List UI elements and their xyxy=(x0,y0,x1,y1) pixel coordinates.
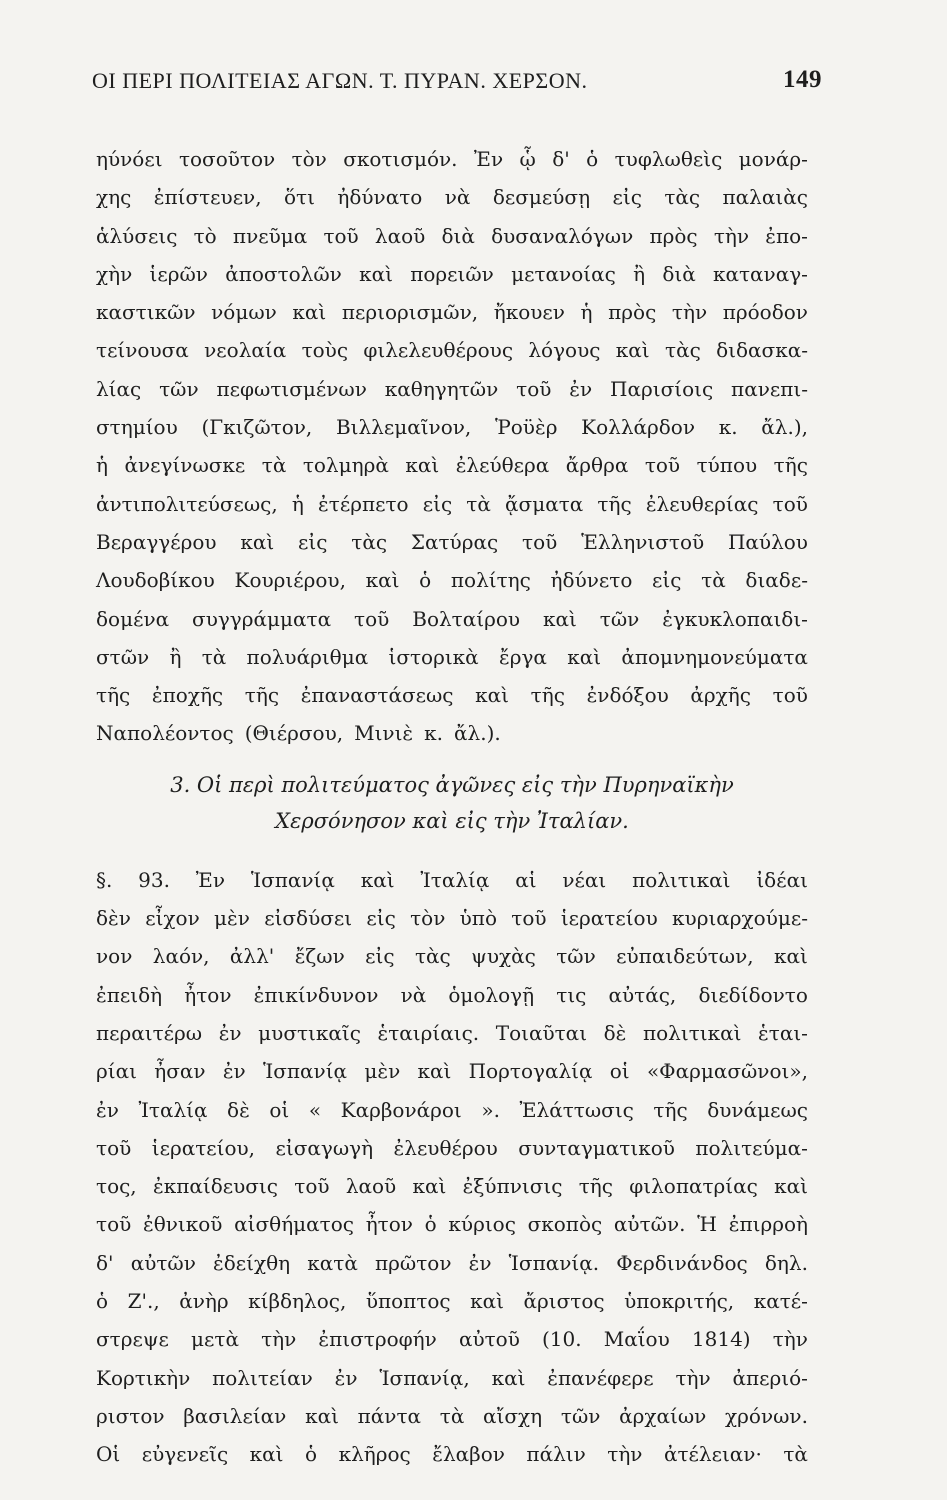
text-line: ηύνόει τοσοῦτον τὸν σκοτισμόν. Ἐν ᾧ δ' ὁ τυφλωθεὶς μονάρ- xyxy=(96,147,808,171)
text-line: ρίαι ἦσαν ἐν Ἱσπανίᾳ μὲν καὶ Πορτογαλίᾳ οἱ «Φαρμασῶνοι», xyxy=(96,1059,808,1084)
text-line: χης ἐπίστευεν, ὅτι ἠδύνατο νὰ δεσμεύσῃ εἰς τὰς παλαιὰς xyxy=(96,185,808,210)
text-line: νον λαόν, ἀλλ' ἔζων εἰς τὰς ψυχὰς τῶν εὐπαιδεύτων, καὶ xyxy=(96,944,808,969)
text-line: στημίου (Γκιζῶτον, Βιλλεμαῖνον, Ῥοϋὲρ Κολλάρδον κ. ἄλ.), xyxy=(96,415,808,440)
text-line: ἀντιπολιτεύσεως, ἡ ἐτέρπετο εἰς τὰ ᾄσματα τῆς ἐλευθερίας τοῦ xyxy=(96,491,808,516)
text-line: περαιτέρω ἐν μυστικαῖς ἑταιρίαις. Τοιαῦται δὲ πολιτικαὶ ἑται- xyxy=(96,1020,808,1045)
text-line: τείνουσα νεολαία τοὺς φιλελευθέρους λόγους καὶ τὰς διδασκα- xyxy=(96,338,808,363)
text-line: δομένα συγγράμματα τοῦ Βολταίρου καὶ τῶν ἐγκυκλοπαιδι- xyxy=(96,606,808,631)
text-line: ὁ Ζ'., ἀνὴρ κίβδηλος, ὕποπτος καὶ ἄριστος ὑποκριτής, κατέ- xyxy=(96,1289,808,1314)
text-line: στρεψε μετὰ τὴν ἐπιστροφήν αὐτοῦ (10. Μαΐου 1814) τὴν xyxy=(96,1327,808,1352)
section-heading-line-2: Χερσόνησον καὶ εἰς τὴν Ἰταλίαν. xyxy=(275,808,629,833)
running-head xyxy=(92,68,832,94)
text-line: στῶν ἢ τὰ πολυάριθμα ἱστορικὰ ἔργα καὶ ἀπομνημονεύματα xyxy=(96,644,808,669)
text-line: καστικῶν νόμων καὶ περιορισμῶν, ἤκουεν ἡ πρὸς τὴν πρόοδον xyxy=(96,300,808,325)
page-number: 149 xyxy=(783,66,822,93)
spacer xyxy=(96,753,808,767)
text-line: Λουδοβίκου Κουριέρου, καὶ ὁ πολίτης ἠδύνετο εἰς τὰ διαδε- xyxy=(96,568,808,593)
text-line: τοῦ ἱερατείου, εἰσαγωγὴ ἐλευθέρου συνταγματικοῦ πολιτεύμα- xyxy=(96,1135,808,1160)
text-line: δ' αὐτῶν ἐδείχθη κατὰ πρῶτον ἐν Ἱσπανίᾳ. Φερδινάνδος δηλ. xyxy=(96,1250,808,1275)
running-head-title: ΟΙ ΠΕΡΙ ΠΟΛΙΤΕΙΑΣ ΑΓΩΝ. Τ. ΠΥΡΑΝ. ΧΕΡΣΟΝ. xyxy=(92,68,588,93)
text-line: Κορτικὴν πολιτείαν ἐν Ἱσπανίᾳ, καὶ ἐπανέφερε τὴν ἀπεριό- xyxy=(96,1365,808,1390)
text-line: ἡ ἀνεγίνωσκε τὰ τολμηρὰ καὶ ἐλεύθερα ἄρθρα τοῦ τύπου τῆς xyxy=(96,453,808,478)
text-line: §. 93. Ἐν Ἱσπανίᾳ καὶ Ἰταλίᾳ αἱ νέαι πολιτικαὶ ἰδέαι xyxy=(96,867,808,892)
text-line: λίας τῶν πεφωτισμένων καθηγητῶν τοῦ ἐν Παρισίοις πανεπι- xyxy=(96,376,808,401)
text-line: ἐν Ἰταλίᾳ δὲ οἱ « Καρβονάροι ». Ἐλάττωσις τῆς δυνάμεως xyxy=(96,1097,808,1122)
text-line: τῆς ἐποχῆς τῆς ἐπαναστάσεως καὶ τῆς ἐνδόξου ἀρχῆς τοῦ xyxy=(96,683,808,708)
spacer xyxy=(96,839,808,861)
paragraph-93 xyxy=(96,861,808,1474)
text-line: Οἱ εὐγενεῖς καὶ ὁ κλῆρος ἔλαβον πάλιν τὴν ἀτέλειαν· τὰ xyxy=(96,1442,808,1467)
text-line: τοῦ ἐθνικοῦ αἰσθήματος ἦτον ὁ κύριος σκοπὸς αὐτῶν. Ἡ ἐπιρροὴ xyxy=(96,1212,808,1237)
text-line: ἁλύσεις τὸ πνεῦμα τοῦ λαοῦ διὰ δυσαναλόγων πρὸς τὴν ἐπο- xyxy=(96,223,808,248)
text-line: Βεραγγέρου καὶ εἰς τὰς Σατύρας τοῦ Ἑλληνιστοῦ Παύλου xyxy=(96,529,808,554)
text-line: Ναπολέοντος (Θιέρσου, Μινιὲ κ. ἄλ.). xyxy=(96,721,501,746)
text-line: ἐπειδὴ ἦτον ἐπικίνδυνον νὰ ὁμολογῇ τις αὐτάς, διεδίδοντο xyxy=(96,982,808,1007)
text-line: χὴν ἱερῶν ἀποστολῶν καὶ πορειῶν μετανοίας ἢ διὰ καταναγ- xyxy=(96,261,808,286)
body-text xyxy=(96,140,808,1474)
text-line: τος, ἐκπαίδευσις τοῦ λαοῦ καὶ ἐξύπνισις τῆς φιλοπατρίας καὶ xyxy=(96,1174,808,1199)
paragraph-continuation xyxy=(96,140,808,753)
text-line: ριστον βασιλείαν καὶ πάντα τὰ αἴσχη τῶν ἀρχαίων χρόνων. xyxy=(96,1403,808,1428)
text-line: δὲν εἶχον μὲν εἰσδύσει εἰς τὸν ὑπὸ τοῦ ἱερατείου κυριαρχούμε- xyxy=(96,906,808,931)
section-heading-line-1: 3. Οἱ περὶ πολιτεύματος ἀγῶνες εἰς τὴν Πυρηναϊκὴν xyxy=(170,772,734,797)
